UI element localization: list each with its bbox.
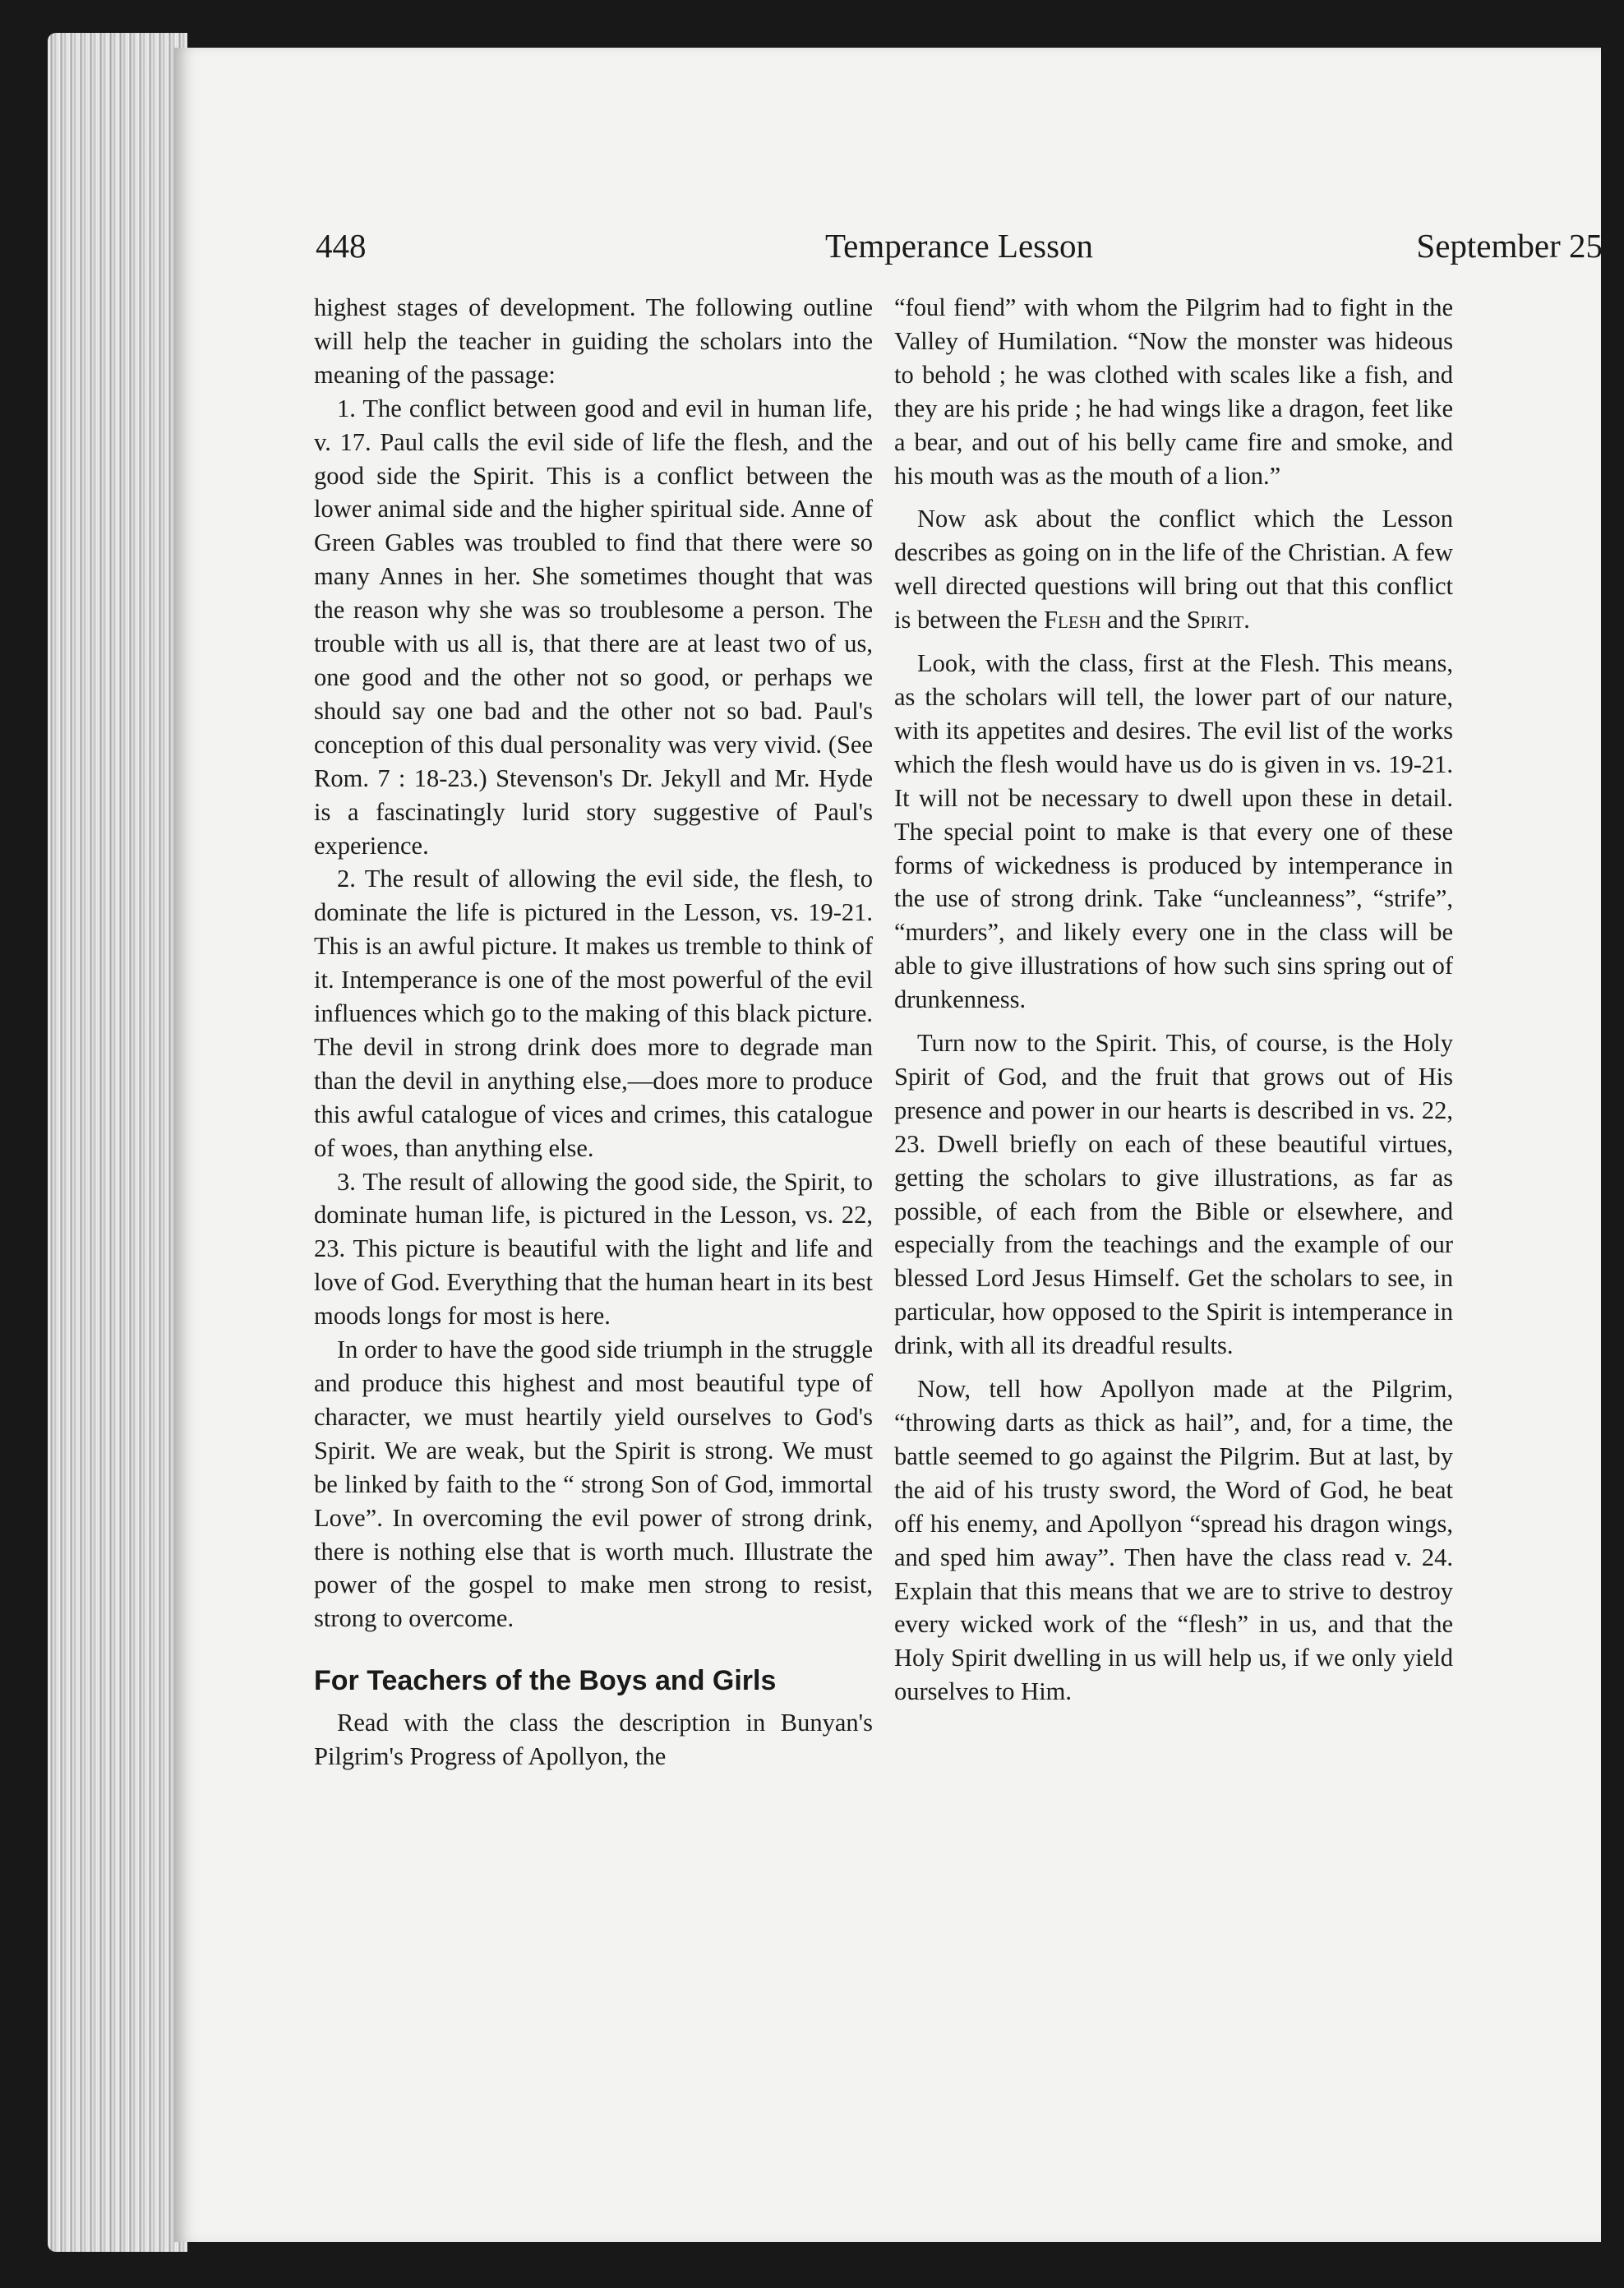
left-paragraph-continued: highest stages of development. The following outline will help the teacher in guiding the scholars into the meaning of the passage:: [314, 293, 873, 389]
conflict-text: Now ask about the conflict which the Lesson describes as going on in the life of the Christian. A few well directed questions will bring out that this conflict is between the: [894, 505, 1453, 634]
conflict-and: and the: [1107, 606, 1181, 634]
right-paragraph-spirit: Turn now to the Spirit. This, of course, is the Holy Spirit of God, and the fruit that grows out of His presence and power in our hearts is described in vs. 22, 23. Dwell briefly on each of these beautiful virtues, getting the scholars to give illustrations, as far as possible, of each from the Bible or elsewhere, and especially from the teachings and the example of our blessed Lord Jesus Himself. Get the scholars to see, in particular, how opposed to the Spirit is intemperance in drink, with all its dreadful results.: [894, 1029, 1453, 1360]
left-column: [314, 291, 873, 1774]
conflict-end: .: [1243, 606, 1250, 634]
book-page: [174, 48, 1601, 2242]
left-paragraph-bunyan: Read with the class the description in Bunyan's Pilgrim's Progress of Apollyon, the: [314, 1709, 873, 1771]
right-paragraph-quote: “foul fiend” with whom the Pilgrim had to fight in the Valley of Humilation. “Now the monster was hideous to behold ; he was clothed with scales like a fish, and they are his pride ; he had wings like a dragon, feet like a bear, and out of his belly came fire and smoke, and his mouth was as the mouth of a lion.”: [894, 293, 1453, 490]
right-column: [894, 291, 1453, 1709]
running-date: September 25: [1416, 227, 1603, 265]
left-paragraph-yield: In order to have the good side triumph in the struggle and produce this highest and most beautiful type of character, we must heartily yield ourselves to God's Spirit. We are weak, but the Spirit is strong. We must be linked by faith to the “ strong Son of God, immortal Love”. In overcoming the evil power of strong drink, there is nothing else that is worth much. Illustrate the power of the gospel to make men strong to resist, strong to overcome.: [314, 1335, 873, 1633]
right-paragraph-flesh: Look, with the class, first at the Flesh. This means, as the scholars will tell, the lower part of our nature, with its appetites and desires. The evil list of the works which the flesh would have us do is given in vs. 19-21. It will not be necessary to dwell upon these in detail. The special point to make is that every one of these forms of wickedness is produced by intemperance in the use of strong drink. Take “uncleanness”, “strife”, “murders”, and likely every one in the class will be able to give illustrations of how such sins spring out of drunkenness.: [894, 649, 1453, 1014]
page-number: 448: [316, 227, 367, 265]
outline-point-1: 1. The conflict between good and evil in human life, v. 17. Paul calls the evil side of life the flesh, and the good side the Spirit. This is a conflict between the lower animal side and the higher spiritual side. Anne of Green Gables was troubled to find that there were so many Annes in her. She sometimes thought that was the reason why she was so troublesome a person. The trouble with us all is, that there are at least two of us, one good and the other not so good, or perhaps we should say one bad and the other not so bad. Paul's conception of this dual personality was very vivid. (See Rom. 7 : 18-23.) Stevenson's Dr. Jekyll and Mr. Hyde is a fascinatingly lurid story suggestive of Paul's experience.: [314, 394, 873, 860]
flesh-smallcaps: Flesh: [1044, 606, 1101, 634]
section-heading: For Teachers of the Boys and Girls: [314, 1665, 777, 1697]
running-title: Temperance Lesson: [824, 227, 1094, 265]
outline-point-3: 3. The result of allowing the good side, the Spirit, to dominate human life, is pictured in the Lesson, vs. 22, 23. This picture is beautiful with the light and life and love of God. Everything that the human heart in its best moods longs for most is here.: [314, 1167, 873, 1331]
right-paragraph-conflict: [894, 502, 1453, 637]
right-paragraph-apollyon: Now, tell how Apollyon made at the Pilgrim, “throwing darts as thick as hail”, and, for a time, the battle seemed to go against the Pilgrim. But at last, by the aid of his trusty sword, the Word of God, he beat off his enemy, and Apollyon “spread his dragon wings, and sped him away”. Then have the class read v. 24. Explain that this means that we are to strive to destroy every wicked work of the “flesh” in us, and that the Holy Spirit dwelling in us will help us, if we only yield ourselves to Him.: [894, 1375, 1453, 1706]
running-header: [316, 217, 1603, 274]
spirit-smallcaps: Spirit: [1186, 606, 1244, 634]
outline-point-2: 2. The result of allowing the evil side, the flesh, to dominate the life is pictured in the Lesson, vs. 19-21. This is an awful picture. It makes us tremble to think of it. Intemperance is one of the most powerful of the evil influences which go to the making of this black picture. The devil in strong drink does more to degrade man than the devil in anything else,—does more to produce this awful catalogue of vices and crimes, this catalogue of woes, than anything else.: [314, 865, 873, 1162]
book-page-edges: [48, 33, 187, 2252]
